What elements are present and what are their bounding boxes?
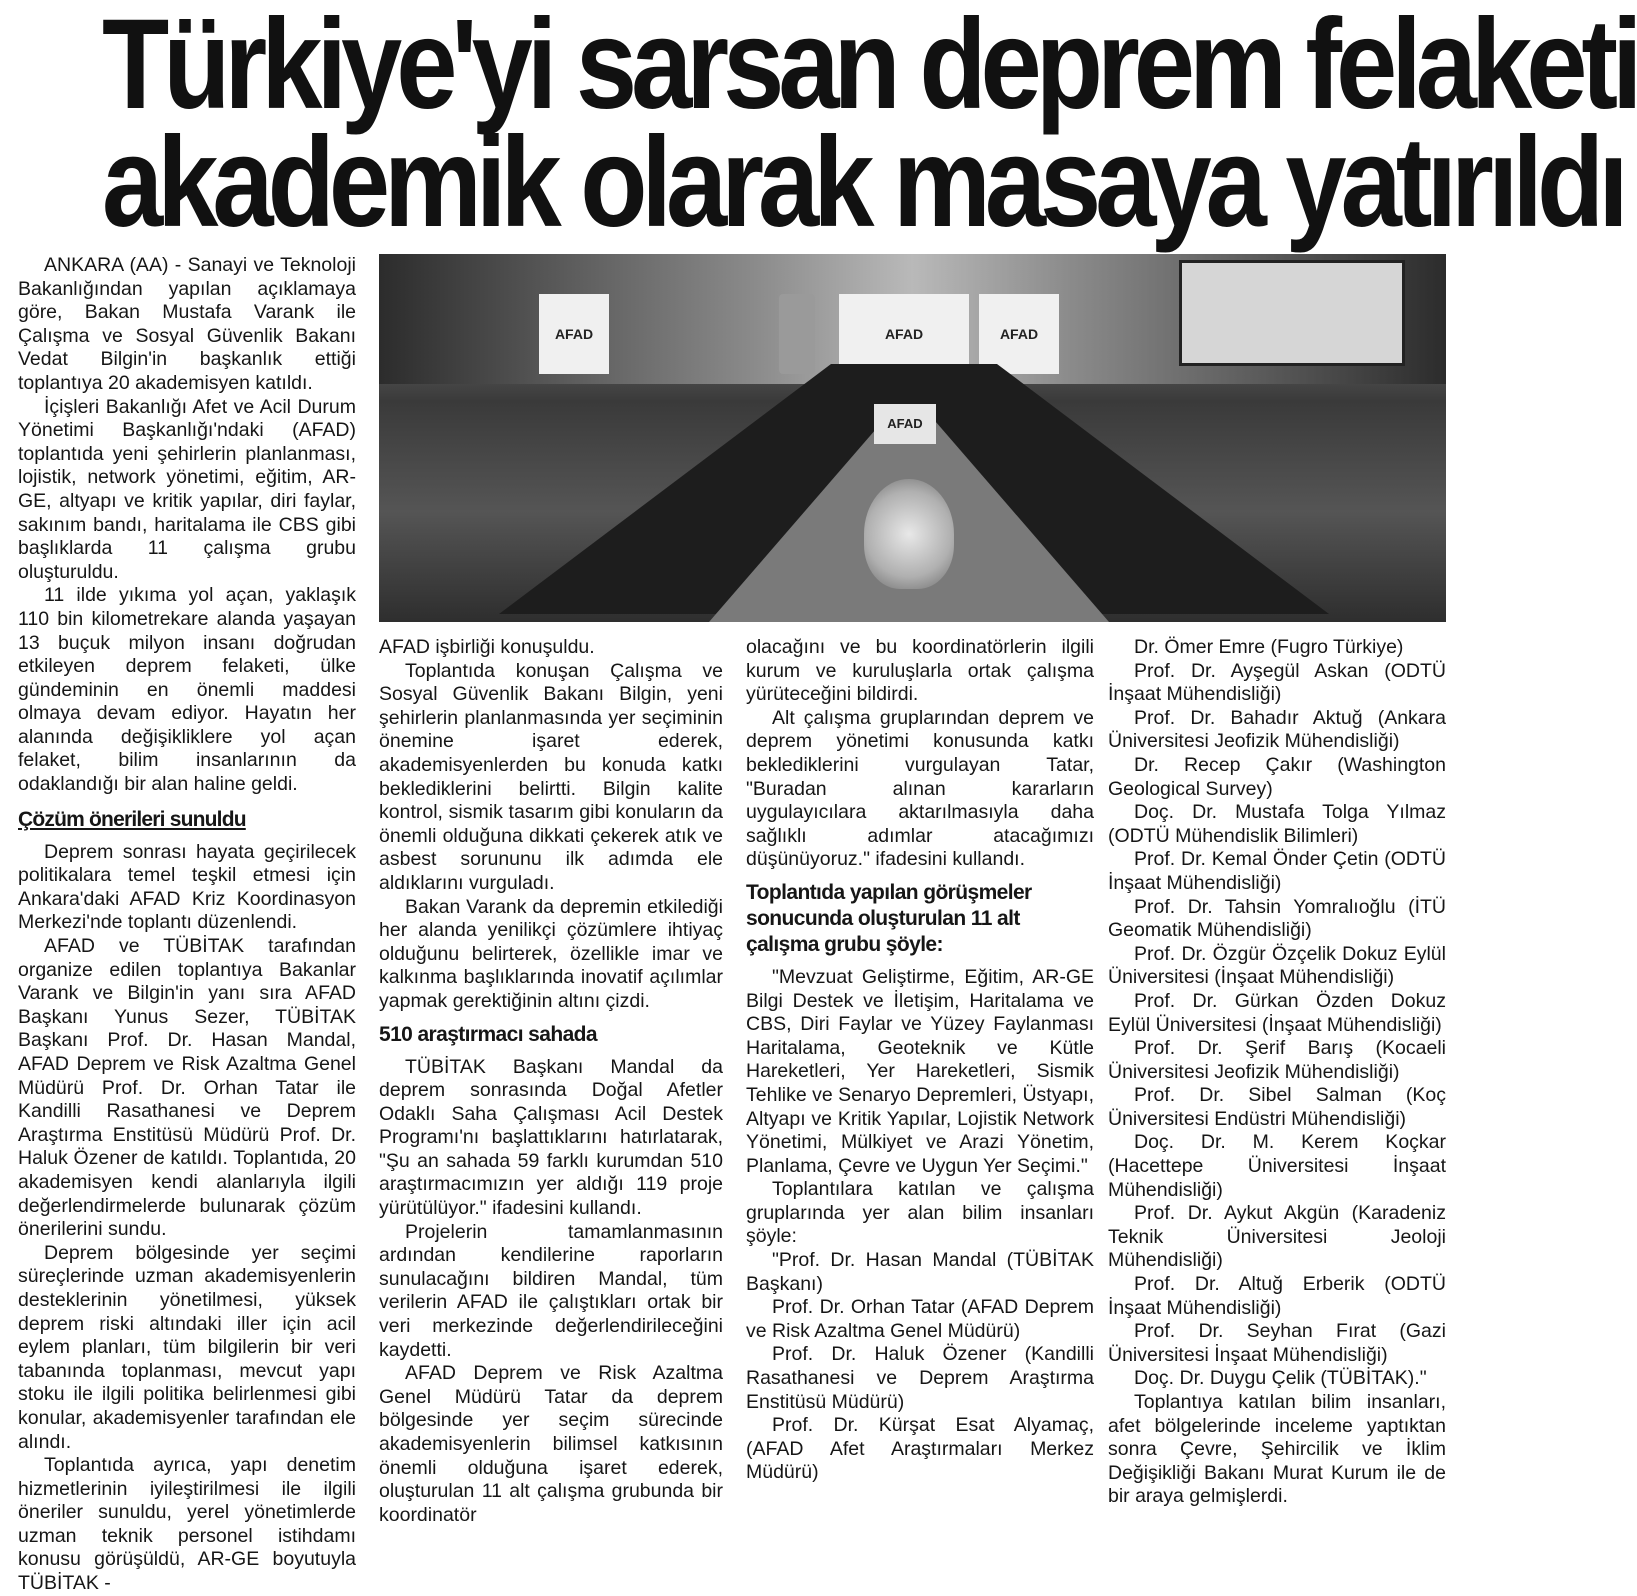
- list-item: Prof. Dr. Özgür Özçelik Dokuz Eylül Üniversitesi (İnşaat Mühendisliği): [1108, 942, 1446, 989]
- paragraph: Prof. Dr. Haluk Özener (Kandilli Rasathanesi ve Deprem Araştırma Enstitüsü Müdürü): [746, 1343, 1094, 1413]
- subheading: Çözüm önerileri sunuldu: [18, 807, 246, 831]
- paragraph: Prof. Dr. Orhan Tatar (AFAD Deprem ve Risk Azaltma Genel Müdürü): [746, 1296, 1094, 1342]
- paragraph: "Mevzuat Geliştirme, Eğitim, AR-GE Bilgi Destek ve İletişim, Haritalama ve CBS, Diri Faylar ve Yüzey Faylanması Haritalama, Geoteknik ve Kütle Hareketleri, Yer Hareketleri, Sismik Tehlike ve Senaryo Depremleri, Üstyapı, Altyapı ve Kritik Yapılar, Lojistik Network Yönetimi, Mülkiyet ve Arazi Yönetim, Planlama, Çevre ve Uygun Yer Seçimi.": [746, 965, 1094, 1177]
- paragraph: Bakan Varank da depremin etkilediği her alanda yenilikçi çözümlere ihtiyaç olduğunu belirterek, özellikle imar ve kalkınma başlıklarında inovatif açılımlar yapmak gerektiğinin altını çizdi.: [379, 895, 723, 1012]
- meeting-photo: [379, 254, 1446, 622]
- list-item: Prof. Dr. Aykut Akgün (Karadeniz Teknik Üniversitesi Jeoloji Mühendisliği): [1108, 1202, 1446, 1272]
- list-item: Prof. Dr. Gürkan Özden Dokuz Eylül Üniversitesi (İnşaat Mühendisliği): [1108, 989, 1446, 1036]
- paragraph: AFAD işbirliği konuşuldu.: [379, 636, 595, 658]
- photo-banner-right: AFAD: [979, 294, 1059, 374]
- list-item: Prof. Dr. Kemal Önder Çetin (ODTÜ İnşaat Mühendisliği): [1108, 848, 1446, 894]
- headline-line-2: akademik olarak masaya yatırıldı: [101, 111, 1623, 254]
- article-column-3: [746, 636, 1094, 1484]
- list-item: Prof. Dr. Şerif Barış (Kocaeli Üniversitesi Jeofizik Mühendisliği): [1108, 1037, 1446, 1083]
- paragraph: Alt çalışma gruplarından deprem ve deprem yönetimi konusunda katkı beklediklerini vurgulayan Tatar, "Buradan alınan kararların uygulayıcılara aktarılmasıyla daha sağlıklı adımlar atacağımızı düşünüyoruz." ifadesini kullandı.: [746, 706, 1094, 871]
- paragraph: Toplantıda konuşan Çalışma ve Sosyal Güvenlik Bakanı Bilgin, yeni şehirlerin planlanmasında yer seçiminin önemine işaret ederek, akademisyenlerden bu konuda katkı beklediklerini belirtti. Bilgin kalite kontrol, sismik tasarım gibi konuların da önemli olduğuna dikkati çekerek atık ve asbest sorununu ilk adımda ele aldıklarını vurguladı.: [379, 659, 723, 894]
- list-item: Prof. Dr. Ayşegül Askan (ODTÜ İnşaat Mühendisliği): [1108, 659, 1446, 706]
- paragraph: AFAD Deprem ve Risk Azaltma Genel Müdürü Tatar da deprem bölgesinde yer seçim sürecinde akademisyenlerin bilimsel katkısının önemli olduğuna işaret ederek, oluşturulan 11 alt çalışma grubunda bir koordinatör: [379, 1362, 723, 1526]
- paragraph: olacağını ve bu koordinatörlerin ilgili kurum ve kuruluşlarla ortak çalışma yürüteceğini bildirdi.: [746, 636, 1094, 706]
- headline-line-1: Türkiye'yi sarsan deprem felaketi: [101, 0, 1637, 136]
- paragraph: Toplantıda ayrıca, yapı denetim hizmetlerinin iyileştirilmesi ile ilgili öneriler sunuldu, yerel yönetimlerde uzman teknik personel istihdamı konusu görüşüldü, AR-GE boyutuyla TÜBİTAK -: [18, 1454, 356, 1595]
- photo-banner-left: AFAD: [539, 294, 609, 374]
- paragraph: Toplantılara katılan ve çalışma gruplarında yer alan bilim insanları şöyle:: [746, 1178, 1094, 1248]
- list-item: Dr. Recep Çakır (Washington Geological Survey): [1108, 753, 1446, 800]
- photo-map-screen: [1179, 260, 1405, 366]
- photo-podium: [874, 404, 936, 444]
- photo-flower-arrangement: [864, 479, 954, 589]
- photo-podium-label: AFAD: [887, 416, 923, 431]
- article-column-2: [379, 636, 723, 1526]
- list-item: Doç. Dr. Mustafa Tolga Yılmaz (ODTÜ Mühendislik Bilimleri): [1108, 801, 1446, 847]
- paragraph: İçişleri Bakanlığı Afet ve Acil Durum Yönetimi Başkanlığı'ndaki (AFAD) toplantıda yeni şehirlerin planlanması, lojistik, network yönetimi, eğitim, AR-GE, altyapı ve kritik yapılar, diri faylar, sakınım bandı, haritalama ile CBS gibi başlıklarda 11 çalışma grubu oluşturuldu.: [18, 395, 356, 583]
- list-item: Prof. Dr. Tahsin Yomralıoğlu (İTÜ Geomatik Mühendisliği): [1108, 895, 1446, 942]
- article-column-4: [1108, 636, 1446, 1508]
- list-item: Prof. Dr. Altuğ Erberik (ODTÜ İnşaat Mühendisliği): [1108, 1273, 1446, 1319]
- paragraph: Deprem bölgesinde yer seçimi süreçlerinde uzman akademisyenlerin desteklerinin yönetilmesi, yüksek deprem riski altındaki iller için acil eylem planları, tüm bilgilerin bir veri tabanında toplanması, mevcut yapı stoku ile ilgili politika belirlenmesi gibi konular, akademisyenler tarafından ele alındı.: [18, 1241, 356, 1453]
- article-column-1: [18, 254, 356, 1595]
- paragraph: Projelerin tamamlanmasının ardından kendilerine raporların sunulacağını bildiren Mandal, tüm verilerin AFAD ile çalıştıkları ortak bir veri merkezinde değerlendirileceğini kaydetti.: [379, 1220, 723, 1361]
- paragraph: 11 ilde yıkıma yol açan, yaklaşık 110 bin kilometrekare alanda yaşayan 13 buçuk milyon insanı doğrudan etkileyen deprem felaketi, ülke gündeminin en önemli maddesi olmaya devam ediyor. Hayatın her alanında değişikliklere yol açan felaket, bilim insanlarının da odaklandığı bir alan haline geldi.: [18, 584, 356, 796]
- paragraph: Toplantıya katılan bilim insanları, afet bölgelerinde inceleme yaptıktan sonra Çevre, Şehircilik ve İklim Değişikliği Bakanı Murat Kurum ile de bir araya gelmişlerdi.: [1108, 1391, 1446, 1508]
- photo-flag: [779, 294, 815, 374]
- list-item: Prof. Dr. Bahadır Aktuğ (Ankara Üniversitesi Jeofizik Mühendisliği): [1108, 706, 1446, 753]
- paragraph: AFAD ve TÜBİTAK tarafından organize edilen toplantıya Bakanlar Varank ve Bilgin'in yanı sıra AFAD Başkanı Yunus Sezer, TÜBİTAK Başkanı Prof. Dr. Hasan Mandal, AFAD Deprem ve Risk Azaltma Genel Müdürü Prof. Dr. Orhan Tatar ile Kandilli Rasathanesi ve Deprem Araştırma Enstitüsü Müdürü Prof. Dr. Haluk Özener de katıldı. Toplantıda, 20 akademisyen kendi alanlarıyla ilgili değerlendirmelerde bulunarak çözüm önerilerini sundu.: [18, 935, 356, 1241]
- list-item: Doç. Dr. M. Kerem Koçkar (Hacettepe Üniversitesi İnşaat Mühendisliği): [1108, 1131, 1446, 1201]
- list-item: Doç. Dr. Duygu Çelik (TÜBİTAK).": [1134, 1367, 1427, 1390]
- photo-banner-center: AFAD: [839, 294, 969, 374]
- subheading: 510 araştırmacı sahada: [379, 1022, 597, 1046]
- paragraph: Prof. Dr. Kürşat Esat Alyamaç, (AFAD Afet Araştırmaları Merkez Müdürü): [746, 1414, 1094, 1484]
- list-item: Prof. Dr. Sibel Salman (Koç Üniversitesi Endüstri Mühendisliği): [1108, 1084, 1446, 1130]
- subheading: Toplantıda yapılan görüşmeler sonucunda oluşturulan 11 alt çalışma grubu şöyle:: [746, 880, 1032, 956]
- list-item: Dr. Ömer Emre (Fugro Türkiye): [1134, 636, 1404, 658]
- list-item: Prof. Dr. Seyhan Fırat (Gazi Üniversitesi İnşaat Mühendisliği): [1108, 1320, 1446, 1366]
- paragraph: TÜBİTAK Başkanı Mandal da deprem sonrasında Doğal Afetler Odaklı Saha Çalışması Acil Destek Programı'nı başlattıklarını hatırlatarak, "Şu an sahada 59 farklı kurumdan 510 araştırmacımızın yer aldığı 119 proje yürütülüyor." ifadesini kullandı.: [379, 1055, 723, 1220]
- paragraph: ANKARA (AA) - Sanayi ve Teknoloji Bakanlığından yapılan açıklamaya göre, Bakan Mustafa Varank ile Çalışma ve Sosyal Güvenlik Bakanı Vedat Bilgin'in başkanlık ettiği toplantıya 20 akademisyen katıldı.: [18, 254, 356, 394]
- paragraph: Deprem sonrası hayata geçirilecek politikalara temel teşkil etmesi için Ankara'daki AFAD Kriz Koordinasyon Merkezi'nde toplantı düzenlendi.: [18, 840, 356, 934]
- paragraph: "Prof. Dr. Hasan Mandal (TÜBİTAK Başkanı): [746, 1249, 1094, 1295]
